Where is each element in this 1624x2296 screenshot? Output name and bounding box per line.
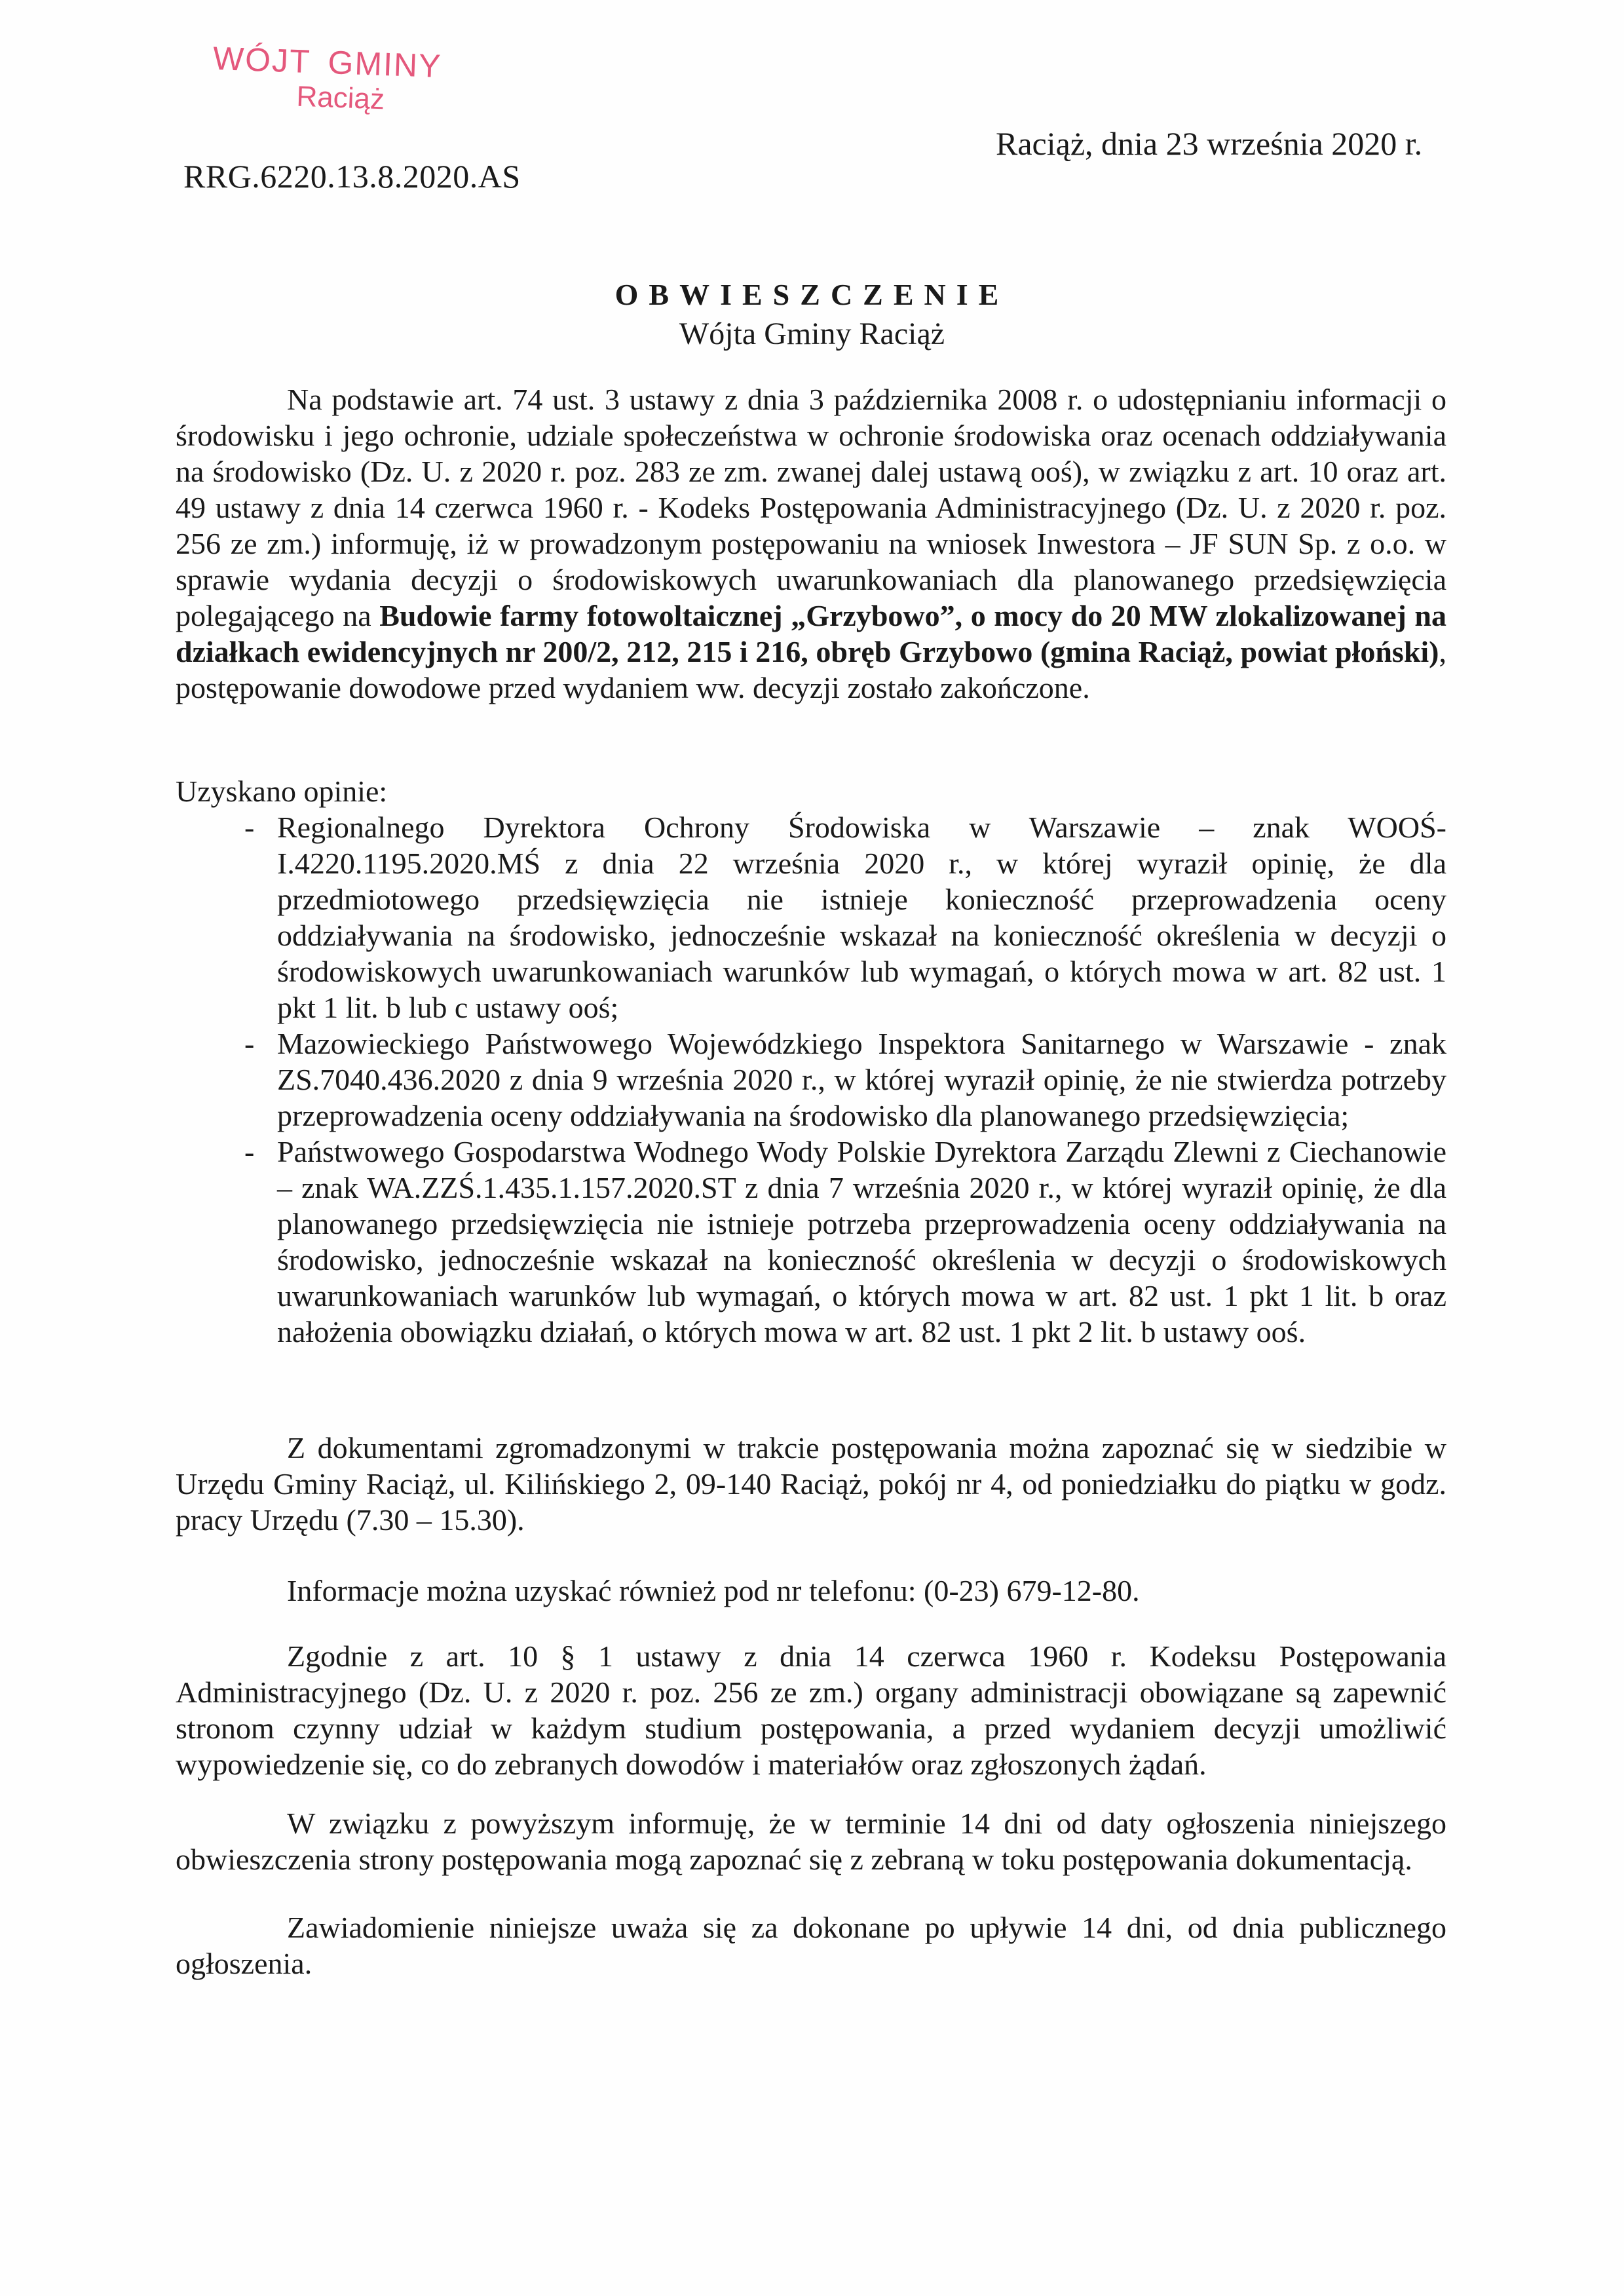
notice-paragraph: Zawiadomienie niniejsze uważa się za dokonane po upływie 14 dni, od dnia publicznego ogłoszenia. [176,1911,1446,1980]
documents-section [176,1430,1446,1538]
stamp-word-gminy: GMINY [327,44,443,85]
opinions-list [176,809,1446,1350]
title-block [0,275,1624,354]
intro-text-part1: Na podstawie art. 74 ust. 3 ustawy z dnia 3 października 2008 r. o udostępnianiu informacji o środowisku i jego ochronie, udziale społeczeństwa w ochronie środowiska oraz ocenach oddziaływania na środowisko (Dz. U. z 2020 r. poz. 283 ze zm. zwanej dalej ustawą ooś), w związku z art. 10 oraz art. 49 ustawy z dnia 14 czerwca 1960 r. - Kodeks Postępowania Administracyjnego (Dz. U. z 2020 r. poz. 256 ze zm.) informuję, iż w prowadzonym postępowaniu na wniosek Inwestora – JF SUN Sp. z o.o. w sprawie wydania decyzji o środowiskowych uwarunkowaniach dla planowanego przedsięwzięcia polegającego na [176,383,1446,632]
term-section [176,1805,1446,1877]
phone-section [176,1573,1446,1609]
intro-paragraph [176,381,1446,706]
bullet-dash: - [244,1135,255,1168]
intro-section [176,381,1446,706]
opinion-item-sanepid [176,1025,1446,1134]
opinion-text: Mazowieckiego Państwowego Wojewódzkiego Inspektora Sanitarnego w Warszawie - znak ZS.7040.436.2020 z dnia 9 września 2020 r., w której wyraził opinię, że nie stwierdza potrzeby przeprowadzenia oceny oddziaływania na środowisko dla planowanego przedsięwzięcia; [277,1027,1446,1132]
opinion-text: Państwowego Gospodarstwa Wodnego Wody Polskie Dyrektora Zarządu Zlewni z Ciechanowie – znak WA.ZZŚ.1.435.1.157.2020.ST z dnia 7 września 2020 r., w której wyraził opinię, że dla planowanego przedsięwzięcia nie istnieje potrzeba przeprowadzenia oceny oddziaływania na środowisko, jednocześnie wskazał na konieczność określenia w decyzji o środowiskowych uwarunkowaniach warunków lub wymagań, o których mowa w art. 82 ust. 1 pkt 1 lit. b oraz nałożenia obowiązku działań, o których mowa w art. 82 ust. 1 pkt 2 lit. b ustawy ooś. [277,1135,1446,1349]
bullet-dash: - [244,811,255,844]
kpa-section [176,1638,1446,1782]
document-title: OBWIESZCZENIE [614,278,1010,311]
phone-paragraph: Informacje można uzyskać również pod nr telefonu: (0-23) 679-12-80. [287,1574,1140,1607]
place-and-date: Raciąż, dnia 23 września 2020 r. [996,125,1423,162]
opinions-heading: Uzyskano opinie: [176,775,388,808]
kpa-paragraph: Zgodnie z art. 10 § 1 ustawy z dnia 14 czerwca 1960 r. Kodeksu Postępowania Administracyjnego (Dz. U. z 2020 r. poz. 256 ze zm.) organy administracji obowiązane są zapewnić stronom czynny udział w każdym studium postępowania, a przed wydaniem decyzji umożliwić wypowiedzenie się, co do zebranych dowodów i materiałów oraz zgłoszonych żądań. [176,1639,1446,1781]
intro-text-part2: , postępowanie dowodowe przed wydaniem ww. decyzji zostało zakończone. [176,635,1446,704]
reference-number: RRG.6220.13.8.2020.AS [183,158,521,195]
document-subtitle: Wójta Gminy Raciąż [679,316,945,351]
stamp-word-wojt: WÓJT [212,39,312,81]
stamp-line-2: Raciąż [295,80,385,116]
opinion-text: Regionalnego Dyrektora Ochrony Środowiska w Warszawie – znak WOOŚ-I.4220.1195.2020.MŚ z dnia 22 września 2020 r., w której wyraził opinię, że dla przedmiotowego przedsięwzięcia nie istnieje konieczność przeprowadzenia oceny oddziaływania na środowisko, jednocześnie wskazał na konieczność określenia w decyzji o środowiskowych uwarunkowaniach warunków lub wymagań, o których mowa w art. 82 ust. 1 pkt 1 lit. b lub c ustawy ooś; [277,811,1446,1024]
stamp-line-1 [212,39,443,85]
term-paragraph: W związku z powyższym informuję, że w terminie 14 dni od daty ogłoszenia niniejszego obwieszczenia strony postępowania mogą zapoznać się z zebraną w toku postępowania dokumentacją. [176,1807,1446,1876]
documents-paragraph: Z dokumentami zgromadzonymi w trakcie postępowania można zapoznać się w siedzibie w Urzędu Gminy Raciąż, ul. Kilińskiego 2, 09-140 Raciąż, pokój nr 4, od poniedziałku do piątku w godz. pracy Urzędu (7.30 – 15.30). [176,1431,1446,1537]
notice-section [176,1909,1446,1981]
official-stamp [212,39,443,116]
opinion-item-rdos [176,809,1446,1025]
opinion-item-wody-polskie [176,1134,1446,1350]
project-description: Budowie farmy fotowoltaicznej „Grzybowo”, o mocy do 20 MW zlokalizowanej na działkach ewidencyjnych nr 200/2, 212, 215 i 216, obręb Grzybowo (gmina Raciąż, powiat płoński) [176,599,1446,668]
opinions-section [176,773,1446,1350]
bullet-dash: - [244,1027,255,1060]
